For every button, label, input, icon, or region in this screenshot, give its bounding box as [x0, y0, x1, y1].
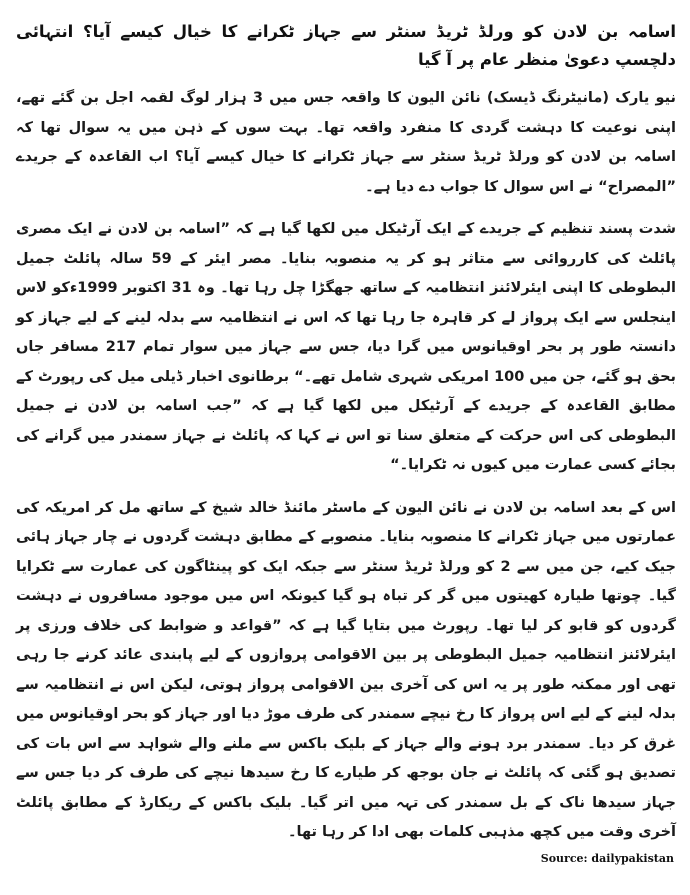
article-paragraph: اس کے بعد اسامہ بن لادن نے نائن الیون کے ماسٹر مائنڈ خالد شیخ کے ساتھ مل کر امریکہ کی عمارتوں میں جہاز ٹکرانے کا منصوبہ بنایا۔ منصوبے کے مطابق دہشت گردوں نے چار جہاز ہائی جیک کیے، جن میں سے 2 کو ورلڈ ٹریڈ سنٹر سے جبکہ ایک کو پینٹاگون کی عمارت سے ٹکرایا گیا۔ چوتھا طیارہ کھیتوں میں گر کر تباہ ہو گیا کیونکہ اس میں موجود مسافروں نے دہشت گردوں کو قابو کر لیا تھا۔ رپورٹ میں بتایا گیا ہے کہ ”قواعد و ضوابط کی خلاف ورزی پر ایئرلائنز انتظامیہ جمیل البطوطی پر بین الاقوامی پروازوں کے لیے پابندی عائد کرنے جا رہی تھی اور ممکنہ طور پر یہ اس کی آخری بین الاقوامی پرواز ہوتی، لیکن اس نے انتظامیہ سے بدلہ لینے کے لیے اس پرواز کا رخ نیچے سمندر کی طرف موڑ دیا اور جہاز کو بحر اوقیانوس میں غرق کر دیا۔ سمندر برد ہونے والے جہاز کے بلیک باکس سے ملنے والے شواہد سے اس بات کی تصدیق ہو گئی کہ پائلٹ نے جان بوجھ کر طیارے کا رخ سیدھا نیچے کی طرف کر دیا جس سے جہاز سیدھا ناک کے بل سمندر کی تہہ میں اتر گیا۔ بلیک باکس کے ریکارڈ کے مطابق پائلٹ آخری وقت میں کچھ مذہبی کلمات بھی ادا کر رہا تھا۔ — [16, 499, 676, 840]
source-credit: Source: dailypakistan — [540, 852, 674, 865]
article-paragraph: نیو یارک (مانیٹرنگ ڈیسک) نائن الیون کا واقعہ جس میں 3 ہزار لوگ لقمہ اجل بن گئے تھے، اپنی نوعیت کا دہشت گردی کا منفرد واقعہ تھا۔ بہت سوں کے ذہن میں یہ سوال تھا کہ اسامہ بن لادن کو ورلڈ ٹریڈ سنٹر سے جہاز ٹکرانے کا خیال کیسے آیا؟ اب القاعدہ کے جریدے ”المصراح“ نے اس سوال کا جواب دے دیا ہے۔ — [16, 90, 677, 195]
headline: اسامہ بن لادن کو ورلڈ ٹریڈ سنٹر سے جہاز ٹکرانے کا خیال کیسے آیا؟ انتہائی دلچسپ دعویٰ منظر عام پر آ گیا — [16, 22, 676, 69]
article-paragraph: شدت پسند تنظیم کے جریدے کے ایک آرٹیکل میں لکھا گیا ہے کہ ”اسامہ بن لادن نے ایک مصری پائلٹ کی کارروائی سے متاثر ہو کر یہ منصوبہ بنایا۔ مصر ایئر کے 59 سالہ پائلٹ جمیل البطوطی کا اپنی ایئرلائنز انتظامیہ کے ساتھ جھگڑا چل رہا تھا۔ وہ 31 اکتوبر 1999ءکو لاس اینجلس سے ایک پرواز لے کر قاہرہ جا رہا تھا کہ اس نے انتظامیہ سے بدلہ لینے کے لیے جہاز کو دانستہ طور پر بحر اوقیانوس میں گرا دیا، جس سے جہاز میں سوار تمام 217 مسافر جاں بحق ہو گئے، جن میں 100 امریکی شہری شامل تھے۔“ برطانوی اخبار ڈیلی میل کی رپورٹ کے مطابق القاعدہ کے جریدے کے آرٹیکل میں لکھا گیا ہے کہ ”جب اسامہ بن لادن نے جمیل البطوطی کی اس حرکت کے متعلق سنا تو اس نے کہا کہ پائلٹ نے جہاز سمندر میں گرانے کی بجائے کسی عمارت میں کیوں نہ ٹکرایا۔“ — [16, 221, 676, 473]
article — [16, 18, 676, 861]
